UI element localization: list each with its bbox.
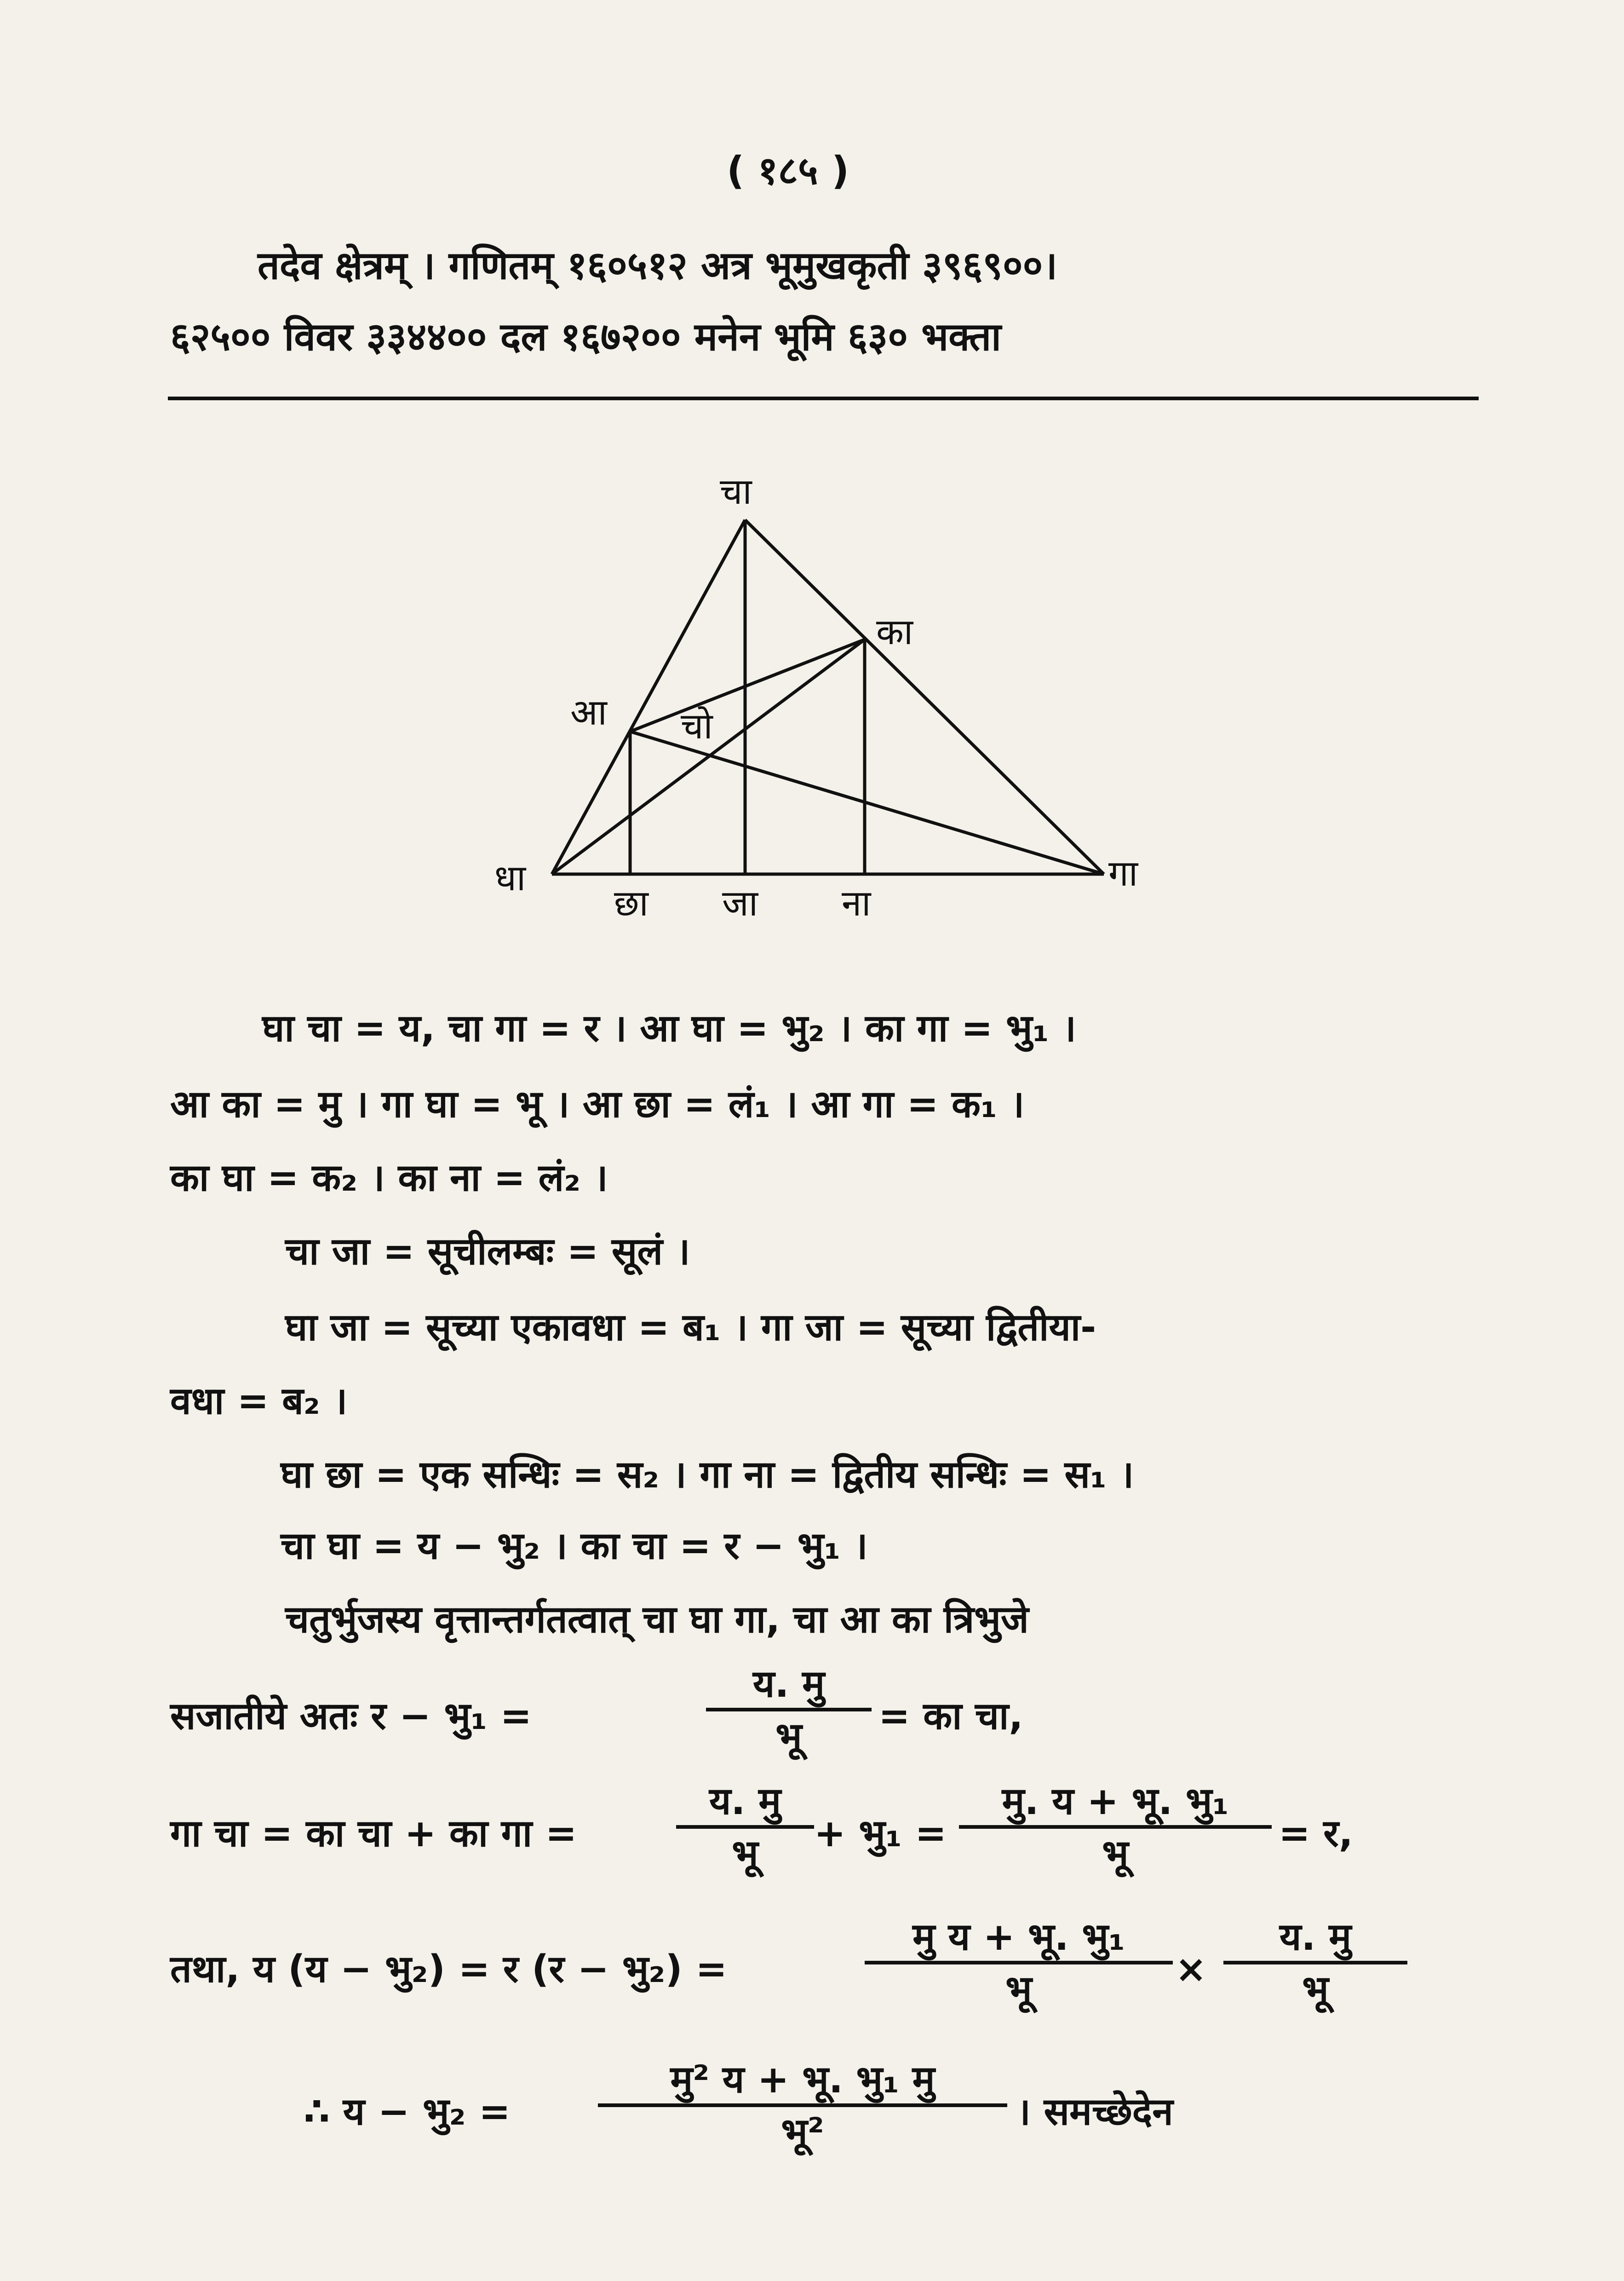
horizontal-rule bbox=[168, 397, 1479, 400]
equation-2-fraction-1: य. मु भू bbox=[676, 1783, 814, 1873]
definition-line-7: घा छा = एक सन्धिः = स₂ । गा ना = द्वितीय सन्धिः = स₁ । bbox=[281, 1453, 1134, 1497]
label-top: चा bbox=[720, 471, 752, 513]
label-intersection: चो bbox=[681, 706, 713, 747]
equation-3-prefix: तथा, य (य − भु₂) = र (र − भु₂) = bbox=[170, 1947, 728, 1991]
equation-3-fraction-2: य. मु भू bbox=[1223, 1918, 1407, 2009]
equation-2-fraction-2: मु. य + भू. भु₁ भू bbox=[959, 1783, 1272, 1873]
equation-4-fraction: मु² य + भू. भु₁ मु भू² bbox=[598, 2061, 1007, 2151]
label-foot-3: ना bbox=[842, 883, 871, 924]
diagonal-dha-k bbox=[552, 639, 865, 874]
equation-1-prefix: सजातीये अतः र − भु₁ = bbox=[170, 1694, 532, 1738]
definition-line-8: चा घा = य − भु₂ । का चा = र − भु₁ । bbox=[281, 1524, 868, 1568]
label-left-base: धा bbox=[494, 858, 526, 899]
definition-line-4: चा जा = सूचीलम्बः = सूलं । bbox=[285, 1230, 690, 1273]
equation-1-numerator: य. मु bbox=[706, 1665, 872, 1711]
page-number: ( १८५ ) bbox=[727, 148, 849, 193]
label-foot-1: छा bbox=[614, 883, 648, 924]
equation-1-denominator: भू bbox=[775, 1715, 802, 1758]
equation-3-mid: × bbox=[1175, 1947, 1207, 1991]
header-line-2: ६२५०० विवर ३३४४०० दल १६७२०० मनेन भूमि ६३० भक्ता bbox=[170, 314, 1001, 359]
header-line-1: तदेव क्षेत्रम् । गणितम् १६०५१२ अत्र भूमुखकृती ३९६९००। bbox=[258, 243, 1058, 288]
definition-line-2: आ का = मु । गा घा = भू । आ छा = लं₁ । आ गा = क₁ । bbox=[170, 1083, 1025, 1126]
chord-a-k bbox=[630, 639, 865, 732]
equation-1-suffix: = का चा, bbox=[878, 1694, 1023, 1738]
definition-line-5: घा जा = सूच्या एकावधा = ब₁ । गा जा = सूच्या द्वितीया- bbox=[285, 1306, 1096, 1349]
triangle-figure bbox=[460, 460, 1196, 948]
figure-lines bbox=[552, 520, 1104, 874]
equation-4-suffix: । समच्छेदेन bbox=[1016, 2090, 1173, 2134]
equation-4-prefix: ∴ य − भु₂ = bbox=[304, 2090, 511, 2134]
label-right-side: का bbox=[876, 611, 913, 653]
definition-line-1: घा चा = य, चा गा = र । आ घा = भु₂ । का गा = भु₁ । bbox=[262, 1007, 1077, 1050]
definition-line-9: चतुर्भुजस्य वृत्तान्तर्गतत्वात् चा घा गा, चा आ का त्रिभुजे bbox=[285, 1598, 1029, 1642]
definition-line-3: का घा = क₂ । का ना = लं₂ । bbox=[170, 1156, 608, 1200]
equation-2-suffix: = र, bbox=[1279, 1812, 1353, 1855]
equation-3-fraction-1: मु य + भू. भु₁ भू bbox=[865, 1918, 1173, 2009]
equation-2-prefix: गा चा = का चा + का गा = bbox=[170, 1812, 577, 1855]
equation-2-mid: + भु₁ = bbox=[814, 1812, 947, 1855]
equation-1-fraction bbox=[706, 1662, 872, 1758]
label-right-base: गा bbox=[1108, 853, 1138, 894]
definition-line-6: वधा = ब₂ । bbox=[170, 1379, 348, 1423]
label-foot-2: जा bbox=[722, 883, 758, 924]
label-left-side: आ bbox=[570, 692, 607, 733]
